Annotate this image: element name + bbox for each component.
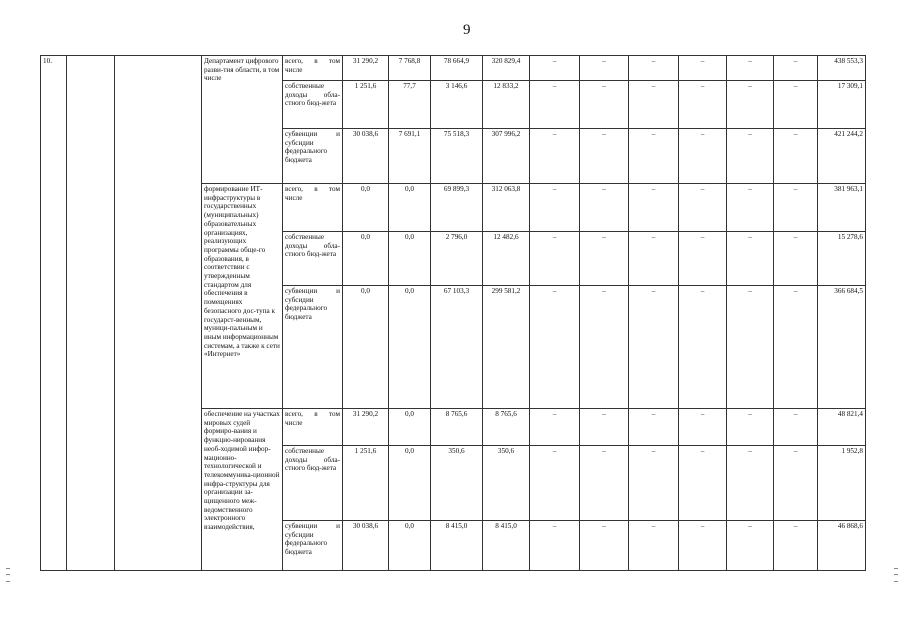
dash-cell: – [629,81,679,129]
budget-table [40,55,866,571]
dash-cell: – [727,232,774,286]
measure-name-cell: обеспечение на участках мировых судей формиро-вания и функцио-нирования необ-ходимой инфор-мационно-технологической и телекоммуника-ционной инфра-структуры для организации за-щищенного меж-ведомственного электронного взаимодействия, [202,409,283,571]
dash-cell: – [629,286,679,409]
total-cell: 1 952,8 [818,446,866,521]
dash-cell: – [530,409,580,446]
value-cell: 0,0 [389,521,431,571]
total-cell: 15 278,6 [818,232,866,286]
dash-cell: – [774,409,818,446]
dash-cell: – [774,184,818,232]
value-cell: 3 146,6 [431,81,483,129]
value-cell: 7 691,1 [389,129,431,184]
value-cell: 0,0 [389,184,431,232]
dash-cell: – [580,56,629,81]
value-cell: 0,0 [389,286,431,409]
funding-source-cell: собственные доходы обла-стного бюд-жета [283,232,343,286]
value-cell: 299 581,2 [483,286,530,409]
dash-cell: – [727,81,774,129]
value-cell: 30 038,6 [343,521,389,571]
empty-cell [115,56,202,571]
value-cell: 350,6 [483,446,530,521]
total-cell: 421 244,2 [818,129,866,184]
dash-cell: – [774,521,818,571]
value-cell: 31 290,2 [343,56,389,81]
dash-cell: – [530,232,580,286]
funding-source-cell: субвенции и субсидии федерального бюджета [283,521,343,571]
dash-cell: – [679,81,727,129]
dash-cell: – [774,446,818,521]
value-cell: 0,0 [343,184,389,232]
value-cell: 350,6 [431,446,483,521]
value-cell: 8 765,6 [431,409,483,446]
funding-source-cell: всего, в том числе [283,56,343,81]
value-cell: 1 251,6 [343,81,389,129]
dash-cell: – [580,81,629,129]
dash-cell: – [679,232,727,286]
value-cell: 8 415,0 [483,521,530,571]
value-cell: 320 829,4 [483,56,530,81]
dash-cell: – [530,81,580,129]
dash-cell: – [530,286,580,409]
funding-source-cell: всего, в том числе [283,184,343,232]
value-cell: 312 063,8 [483,184,530,232]
dash-cell: – [679,56,727,81]
value-cell: 8 765,6 [483,409,530,446]
dash-cell: – [679,184,727,232]
total-cell: 48 821,4 [818,409,866,446]
value-cell: 0,0 [389,232,431,286]
dash-cell: – [679,286,727,409]
measure-name-cell: Департамент цифрового разви-тия области, в том числе [202,56,283,184]
value-cell: 0,0 [389,446,431,521]
value-cell: 7 768,8 [389,56,431,81]
row-number-cell: 10. [41,56,67,571]
total-cell: 46 868,6 [818,521,866,571]
value-cell: 69 899,3 [431,184,483,232]
dash-cell: – [727,521,774,571]
value-cell: 8 415,0 [431,521,483,571]
table-row [41,56,866,81]
dash-cell: – [629,409,679,446]
dash-cell: – [727,184,774,232]
value-cell: 12 482,6 [483,232,530,286]
value-cell: 1 251,6 [343,446,389,521]
dash-cell: – [580,184,629,232]
dash-cell: – [629,56,679,81]
total-cell: 366 684,5 [818,286,866,409]
value-cell: 78 664,9 [431,56,483,81]
dash-cell: – [727,56,774,81]
measure-name-cell: формирование ИТ-инфраструктуры в государственных (муниципальных) образовательных организациях, реализующих программы обще-го образования, в соответствии с утвержденным стандартом для обеспечения в помещениях безопасного дос-тупа к государст-венным, муници-пальным и иным информационным системам, а также к сети «Интернет» [202,184,283,409]
value-cell: 31 290,2 [343,409,389,446]
dash-cell: – [530,184,580,232]
dash-cell: – [774,286,818,409]
dash-cell: – [727,129,774,184]
value-cell: 12 833,2 [483,81,530,129]
total-cell: 381 963,1 [818,184,866,232]
value-cell: 30 038,6 [343,129,389,184]
value-cell: 307 996,2 [483,129,530,184]
funding-source-cell: всего, в том числе [283,409,343,446]
dash-cell: – [629,232,679,286]
dash-cell: – [629,184,679,232]
total-cell: 17 309,1 [818,81,866,129]
funding-source-cell: собственные доходы обла-стного бюд-жета [283,446,343,521]
value-cell: 77,7 [389,81,431,129]
dash-cell: – [580,521,629,571]
dash-cell: – [629,521,679,571]
total-cell: 438 553,3 [818,56,866,81]
value-cell: 2 796,0 [431,232,483,286]
dash-cell: – [774,56,818,81]
dash-cell: – [774,81,818,129]
dash-cell: – [580,286,629,409]
funding-source-cell: собственные доходы обла-стного бюд-жета [283,81,343,129]
dash-cell: – [679,521,727,571]
dash-cell: – [629,129,679,184]
funding-source-cell: субвенции и субсидии федерального бюджета [283,286,343,409]
dash-cell: – [679,129,727,184]
dash-cell: – [774,129,818,184]
dash-cell: – [580,232,629,286]
dash-cell: – [679,409,727,446]
dash-cell: – [727,409,774,446]
dash-cell: – [629,446,679,521]
dash-cell: – [580,409,629,446]
dash-cell: – [530,521,580,571]
dash-cell: – [530,129,580,184]
dash-cell: – [580,129,629,184]
dash-cell: – [774,232,818,286]
dash-cell: – [530,446,580,521]
dash-cell: – [530,56,580,81]
value-cell: 75 518,3 [431,129,483,184]
value-cell: 0,0 [343,232,389,286]
right-crop-mark [894,568,898,582]
page-number: 9 [463,22,471,38]
value-cell: 0,0 [389,409,431,446]
value-cell: 67 103,3 [431,286,483,409]
dash-cell: – [580,446,629,521]
left-crop-mark [6,568,10,582]
empty-cell [67,56,115,571]
funding-source-cell: субвенции и субсидии федерального бюджета [283,129,343,184]
dash-cell: – [727,286,774,409]
dash-cell: – [679,446,727,521]
dash-cell: – [727,446,774,521]
value-cell: 0,0 [343,286,389,409]
